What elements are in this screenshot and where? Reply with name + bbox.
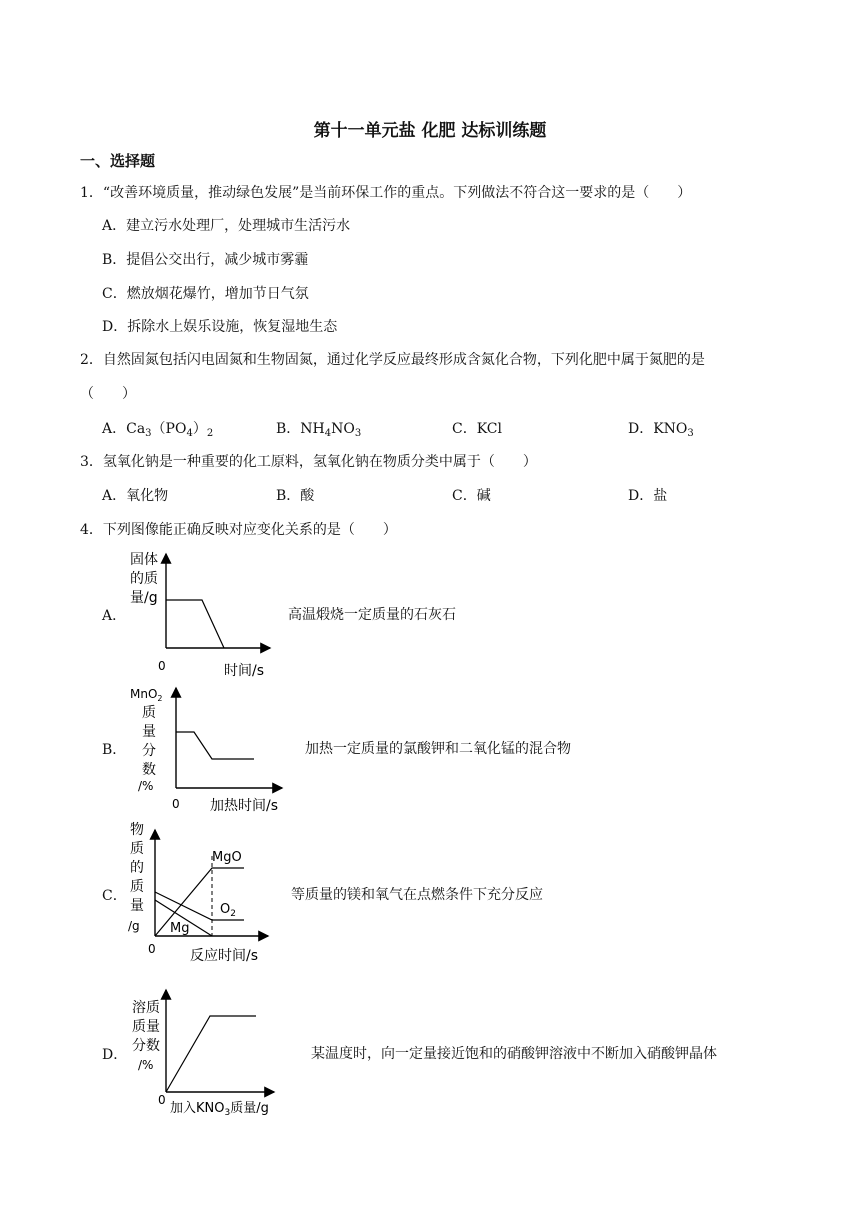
question-4-option-d-letter: D． (102, 1047, 128, 1063)
graph-a-curve (166, 600, 224, 648)
graph-a-origin: 0 (158, 659, 166, 673)
graph-c-ylabel-6: /g (128, 919, 140, 933)
graph-d-curve (166, 1016, 256, 1092)
question-3-option-b: B．酸 (276, 488, 315, 504)
question-3-option-a: A．氧化物 (102, 488, 169, 504)
graph-c-ylabel-3: 的 (130, 860, 144, 876)
question-1-stem: 1．“改善环境质量，推动绿色发展”是当前环保工作的重点。下列做法不符合这一要求的是（ ） (80, 185, 692, 201)
question-1-option-d: D．拆除水上娱乐设施，恢复湿地生态 (102, 319, 338, 335)
question-1-option-b: B．提倡公交出行，减少城市雾霾 (102, 252, 309, 268)
section-heading: 一、选择题 (80, 152, 156, 170)
graph-b (126, 684, 288, 816)
question-1-option-c: C．燃放烟花爆竹，增加节日气氛 (102, 286, 309, 302)
graph-b-ylabel-4: 数 (142, 762, 156, 778)
question-2-stem-cont: （ ） (80, 386, 136, 402)
question-4-option-b-letter: B． (102, 742, 127, 758)
graph-c-xlabel: 反应时间/s (190, 948, 259, 964)
question-2-option-b: B．$NH_4NO_3$ (276, 421, 362, 439)
graph-b-ylabel-3: 分 (142, 743, 156, 759)
graph-b-ylabel-2: 量 (142, 724, 156, 740)
graph-a-ylabel-2: 的质 (130, 571, 158, 587)
graph-d-origin: 0 (158, 1093, 166, 1107)
graph-d (126, 988, 286, 1118)
graph-a (120, 548, 280, 680)
graph-c-ylabel-5: 量 (130, 898, 144, 914)
graph-d-ylabel-2: 质量 (132, 1019, 160, 1035)
graph-c-origin: 0 (148, 942, 156, 956)
graph-b-ylabel-top: MnO$_2$ (130, 687, 163, 703)
graph-c (122, 820, 272, 966)
question-1-option-a: A．建立污水处理厂，处理城市生活污水 (102, 218, 351, 234)
graph-a-ylabel-3: 量/g (130, 590, 158, 606)
graph-b-curve (176, 732, 254, 759)
question-4-option-a-letter: A． (102, 608, 127, 624)
question-4-stem: 4．下列图像能正确反映对应变化关系的是（ ） (80, 522, 397, 538)
question-2-option-d: D．$KNO_3$ (628, 421, 694, 439)
graph-d-xlabel: 加入$KNO_3$质量/g (170, 1101, 269, 1118)
graph-b-ylabel-5: /% (138, 779, 154, 793)
graph-d-ylabel-3: 分数 (132, 1038, 160, 1054)
graph-d-ylabel-4: /% (138, 1058, 154, 1072)
question-2-option-c: C．KCl (452, 421, 502, 437)
question-3-stem: 3．氢氧化钠是一种重要的化工原料，氢氧化钠在物质分类中属于（ ） (80, 454, 537, 470)
graph-c-ylabel-1: 物 (130, 822, 144, 838)
question-4-option-a-desc: 高温煅烧一定质量的石灰石 (288, 607, 456, 623)
graph-b-origin: 0 (172, 797, 180, 811)
question-4-option-b-desc: 加热一定质量的氯酸钾和二氧化锰的混合物 (305, 741, 571, 757)
graph-c-mgo-line (155, 868, 244, 936)
graph-d-ylabel-1: 溶质 (132, 1000, 160, 1016)
graph-b-xlabel: 加热时间/s (210, 798, 279, 814)
question-2-stem: 2．自然固氮包括闪电固氮和生物固氮，通过化学反应最终形成含氮化合物，下列化肥中属于氮肥的是 (80, 352, 705, 368)
page-title: 第十一单元盐 化肥 达标训练题 (313, 121, 547, 141)
graph-c-ylabel-2: 质 (130, 841, 144, 857)
question-4-option-d-desc: 某温度时，向一定量接近饱和的硝酸钾溶液中不断加入硝酸钾晶体 (311, 1046, 717, 1062)
graph-c-o2-label: $O_2$ (220, 902, 236, 919)
question-2-option-a: A．$Ca_3(PO_4)_2$ (102, 421, 214, 439)
graph-a-ylabel-1: 固体 (130, 552, 158, 568)
graph-c-mgo-label: MgO (212, 850, 242, 865)
graph-c-ylabel-4: 质 (130, 879, 144, 895)
question-4-option-c-letter: C． (102, 888, 127, 904)
graph-a-xlabel: 时间/s (224, 663, 265, 679)
question-3-option-d: D．盐 (628, 488, 668, 504)
question-4-option-c-desc: 等质量的镁和氧气在点燃条件下充分反应 (291, 887, 543, 903)
graph-c-mg-label: Mg (170, 921, 190, 936)
graph-b-ylabel-1: 质 (142, 705, 156, 721)
question-3-option-c: C．碱 (452, 488, 491, 504)
